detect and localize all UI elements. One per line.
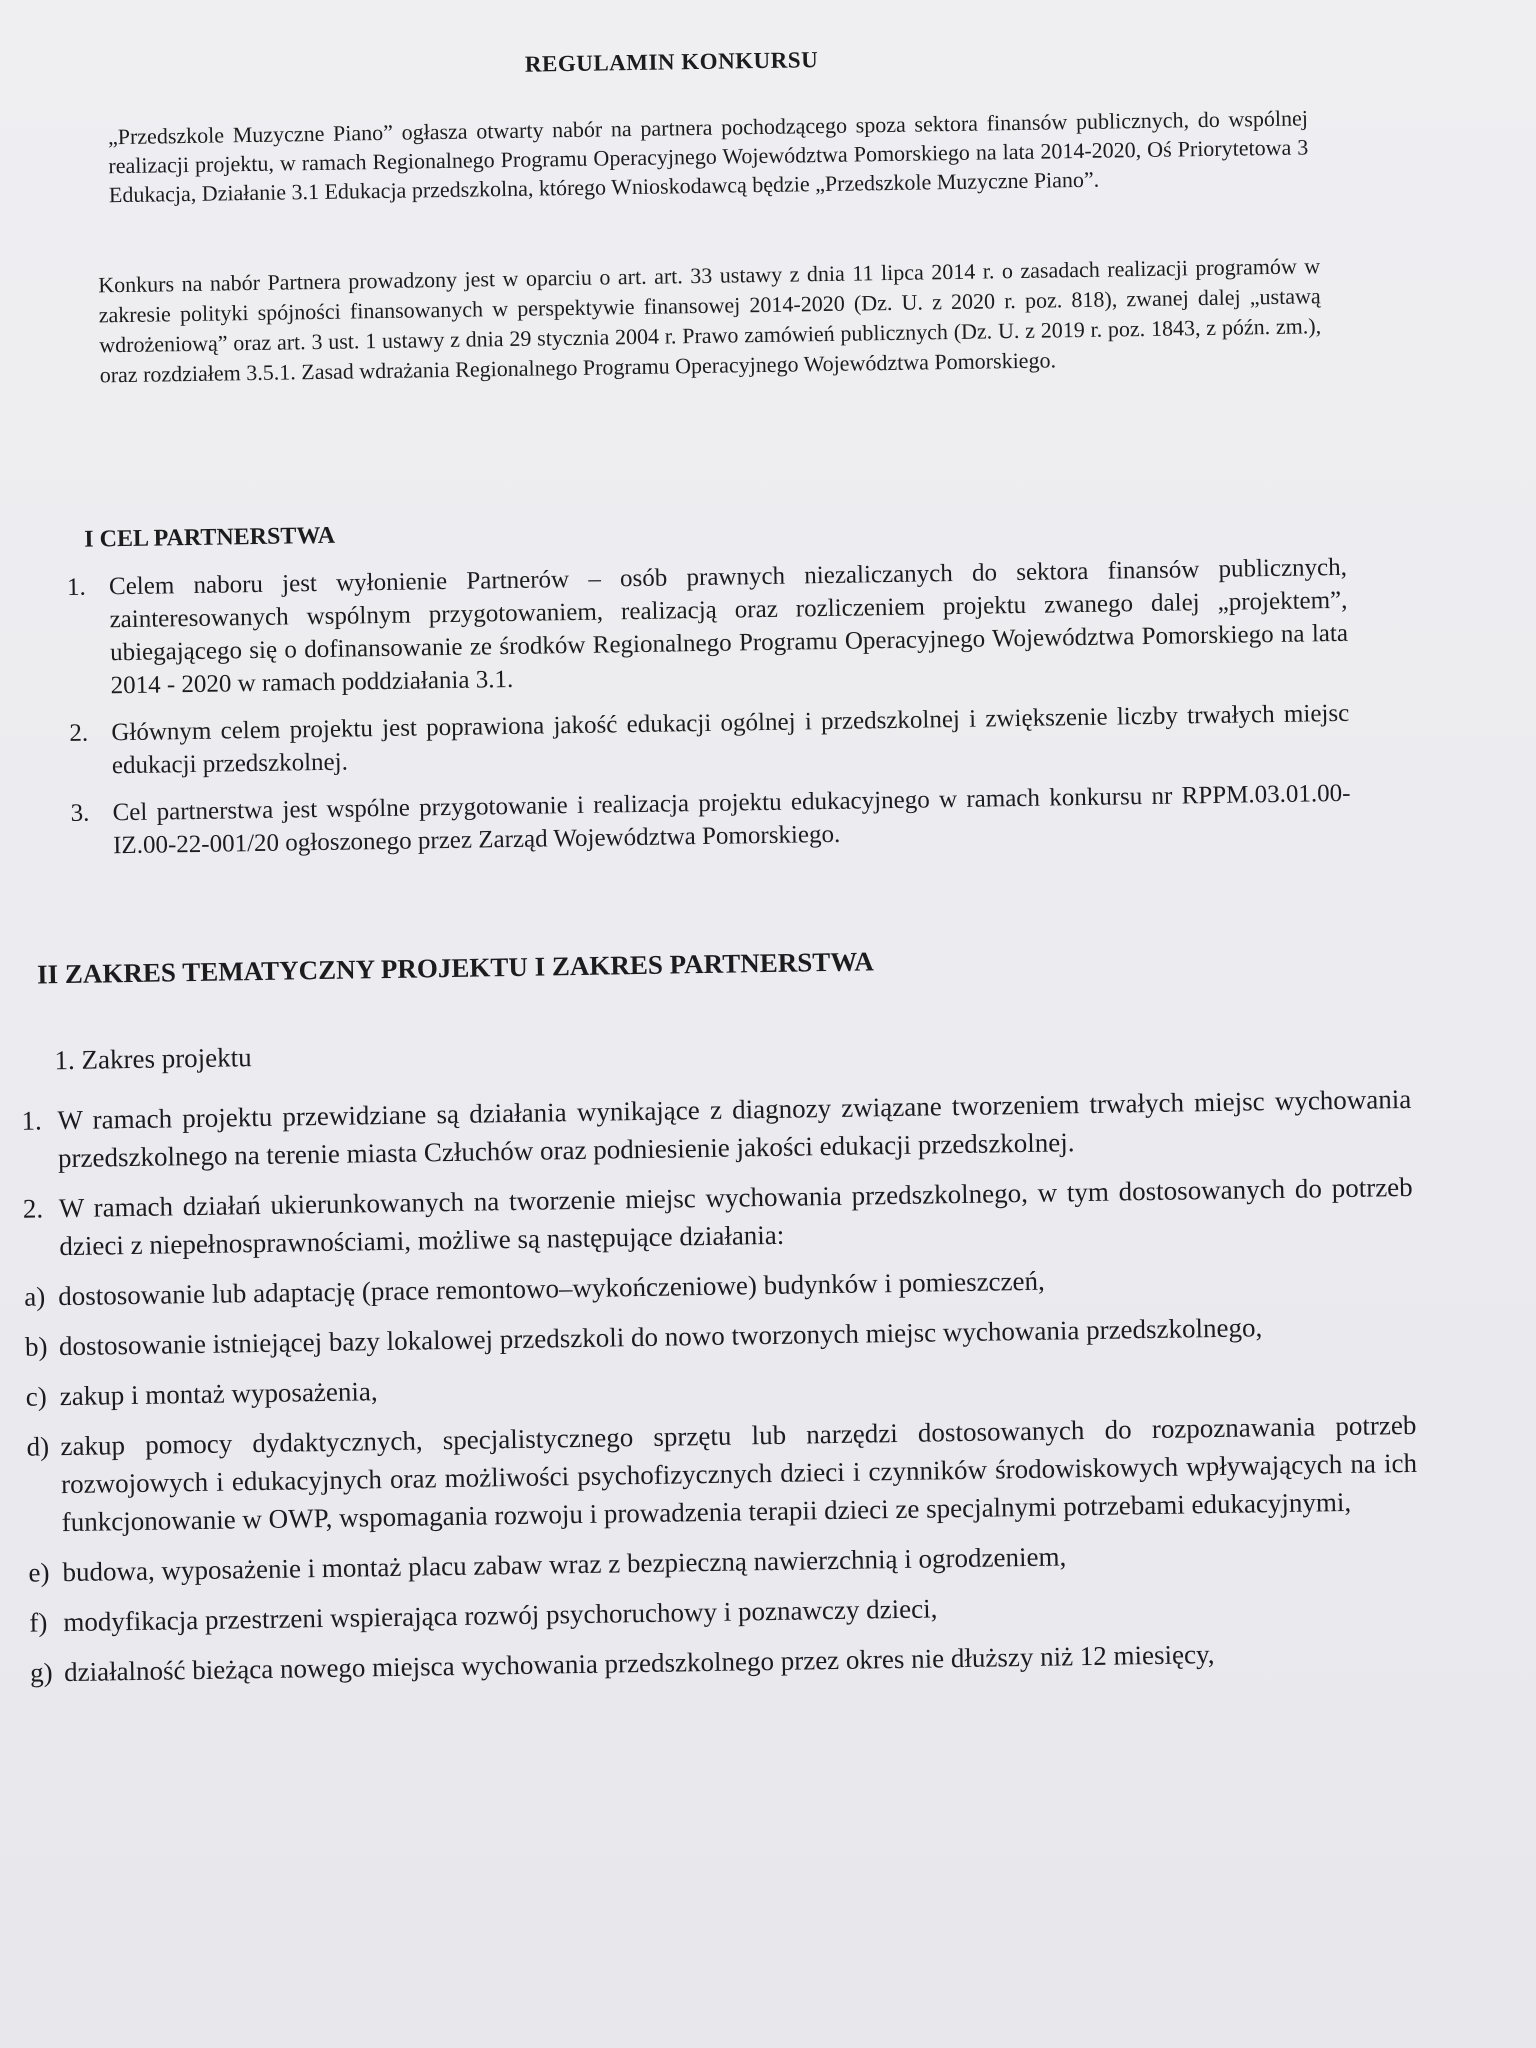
lettered-item-text: dostosowanie istniejącej bazy lokalowej przedszkoli do nowo tworzonych miejsc wychowania przedszkolnego, (58, 1312, 1263, 1362)
lettered-item-marker: g) (29, 1657, 53, 1688)
intro-paragraph-2: Konkurs na nabór Partnera prowadzony jest w oparciu o art. art. 33 ustawy z dnia 11 lipca 2014 r. o zasadach realizacji programów w zakresie polityki spójności finansowanych w perspektywie finansowej 2014-2020 (Dz. U. z 2020 r. poz. 818), zwanej dalej „ustawą wdrożeniową” oraz art. 3 ust. 1 ustawy z dnia 29 stycznia 2004 r. Prawo zamówień publicznych (Dz. U. z 2019 r. poz. 1843, z późn. zm.), oraz rozdziałem 3.5.1. Zasad wdrażania Regionalnego Programu Operacyjnego Województwa Pomorskiego. (98, 253, 1322, 388)
list-item (23, 1168, 1414, 1266)
lettered-item (25, 1306, 1415, 1366)
list-item (69, 697, 1350, 783)
lettered-item-marker: a) (23, 1281, 46, 1312)
list-item (21, 1080, 1412, 1178)
lettered-item (30, 1632, 1420, 1692)
list-item (67, 551, 1349, 703)
lettered-item (24, 1256, 1414, 1316)
intro-paragraph-1: „Przedszkole Muzyczne Piano” ogłasza otwarty nabór na partnera pochodzącego spoza sektora finansów publicznych, do wspólnej realizacji projektu, w ramach Regionalnego Programu Operacyjnego Województwa Pomorskiego na lata 2014-2020, Oś Priorytetowa 3 Edukacja, Działanie 3.1 Edukacja przedszkolna, którego Wnioskodawcą będzie „Przedszkole Muzyczne Piano”. (107, 105, 1309, 208)
lettered-item-marker: e) (28, 1557, 50, 1588)
section-1-heading: I CEL PARTNERSTWA (84, 522, 336, 553)
lettered-item-marker: f) (29, 1607, 48, 1638)
list-item-number: 3. (70, 799, 90, 827)
list-item (70, 777, 1351, 863)
lettered-item (28, 1532, 1418, 1592)
lettered-item-text: budowa, wyposażenie i montaż placu zabaw wraz z bezpieczną nawierzchnią i ogrodzeniem, (62, 1541, 1067, 1588)
lettered-item (25, 1356, 1415, 1416)
lettered-item-marker: c) (25, 1381, 47, 1412)
lettered-item (26, 1406, 1418, 1542)
section-1-list (67, 551, 1352, 877)
document-title: REGULAMIN KONKURSU (524, 47, 819, 77)
lettered-item-text: modyfikacja przestrzeni wspierająca rozwój psychoruchowy i poznawczy dzieci, (63, 1593, 938, 1638)
list-item-text: Cel partnerstwa jest wspólne przygotowanie i realizacja projektu edukacyjnego w ramach konkursu nr RPPM.03.01.00-IZ.00-22-001/20 ogłoszonego przez Zarząd Województwa Pomorskiego. (112, 779, 1351, 860)
list-item-text: Głównym celem projektu jest poprawiona jakość edukacji ogólnej i przedszkolnej i zwiększenie liczby trwałych miejsc edukacji przedszkolnej. (111, 699, 1350, 780)
section-2-heading: II ZAKRES TEMATYCZNY PROJEKTU I ZAKRES PARTNERSTWA (36, 946, 874, 990)
list-item-text: Celem naboru jest wyłonienie Partnerów – osób prawnych niezaliczanych do sektora finansów publicznych, zainteresowanych wspólnym przygotowaniem, realizacją oraz rozliczeniem projektu zwanego dalej „projektem”, ubiegającego się o dofinansowanie ze środków Regionalnego Programu Operacyjnego Województwa Pomorskiego na lata 2014 - 2020 w ramach poddziałania 3.1. (108, 553, 1349, 700)
list-item-number: 2. (22, 1193, 44, 1224)
lettered-item-text: zakup pomocy dydaktycznych, specjalistycznego sprzętu lub narzędzi dostosowanych do rozpoznawania potrzeb rozwojowych i edukacyjnych oraz możliwości psychofizycznych dzieci i czynników środowiskowych wpływających na ich funkcjonowanie w OWP, wspomagania rozwoju i prowadzenia terapii dzieci ze specjalnymi potrzebami edukacyjnymi, (60, 1409, 1418, 1538)
list-item-number: 2. (69, 719, 89, 747)
lettered-item-text: dostosowanie lub adaptację (prace remontowo–wykończeniowe) budynków i pomieszczeń, (57, 1265, 1045, 1312)
lettered-item-text: zakup i montaż wyposażenia, (59, 1376, 378, 1412)
lettered-item-marker: b) (24, 1331, 48, 1362)
section-2-subheading: 1. Zakres projektu (54, 1042, 252, 1076)
list-item-text: W ramach działań ukierunkowanych na tworzenie miejsc wychowania przedszkolnego, w tym dostosowanych do potrzeb dzieci z niepełnosprawnościami, możliwe są następujące działania: (58, 1171, 1413, 1262)
section-2-list (20, 1020, 1420, 1704)
lettered-item-marker: d) (26, 1431, 50, 1462)
list-item-number: 1. (21, 1105, 42, 1136)
list-item-text: W ramach projektu przewidziane są działania wynikające z diagnozy związane tworzeniem trwałych miejsc wychowania przedszkolnego na terenie miasta Człuchów oraz podniesienie jakości edukacji przedszkolnej. (57, 1083, 1412, 1174)
lettered-item-text: działalność bieżąca nowego miejsca wychowania przedszkolnego przez okres nie dłuższy niż 12 miesięcy, (63, 1639, 1215, 1688)
lettered-item (29, 1582, 1419, 1642)
list-item-number: 1. (66, 573, 87, 601)
